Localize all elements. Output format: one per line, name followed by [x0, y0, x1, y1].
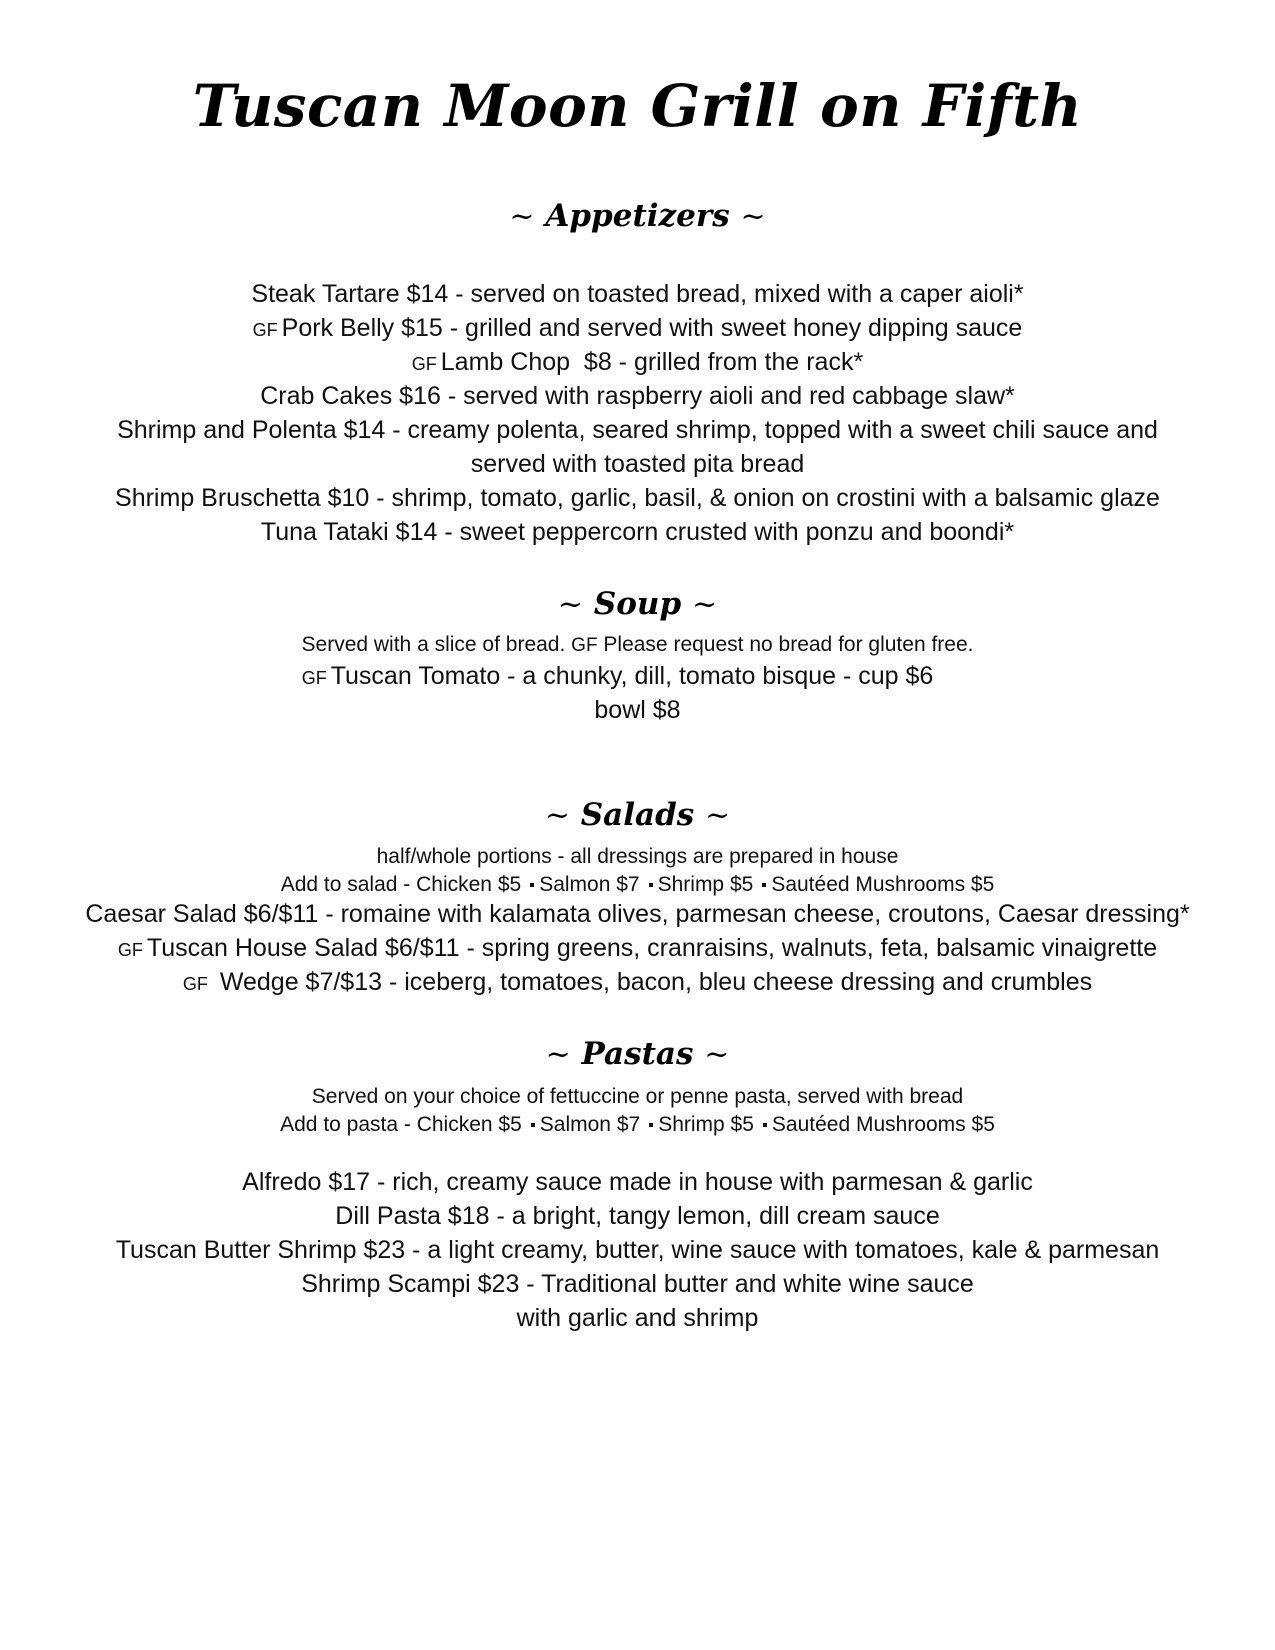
- restaurant-title: Tuscan Moon Grill on Fifth: [192, 72, 1083, 140]
- tilde-right: ~: [704, 1037, 730, 1072]
- gluten-free-tag: GF: [411, 354, 437, 374]
- menu-item: Crab Cakes $16 - served with raspberry aioli and red cabbage slaw*: [260, 382, 1015, 410]
- menu-item: Dill Pasta $18 - a bright, tangy lemon, dill cream sauce: [335, 1202, 940, 1230]
- menu-item: [0, 930, 1275, 968]
- addon: Sautéed Mushrooms $5: [771, 873, 995, 896]
- bullet-icon: [531, 1123, 535, 1127]
- menu-item-text: Tuscan Tomato - a chunky, dill, tomato bisque - cup $6: [330, 662, 934, 690]
- gluten-free-tag: GF: [182, 974, 208, 994]
- menu-item: Steak Tartare $14 - served on toasted bread, mixed with a caper aioli*: [251, 280, 1024, 308]
- menu-item: [0, 310, 1275, 348]
- menu-item: Alfredo $17 - rich, creamy sauce made in house with parmesan & garlic: [242, 1168, 1033, 1196]
- addon: Sautéed Mushrooms $5: [771, 1113, 995, 1136]
- menu-item-text: Wedge $7/$13 - iceberg, tomatoes, bacon, bleu cheese dressing and crumbles: [219, 968, 1093, 996]
- addon: Shrimp $5: [658, 1113, 754, 1136]
- tilde-left: ~: [544, 798, 570, 833]
- menu-item-continued: served with toasted pita bread: [470, 450, 805, 478]
- menu-item: [0, 964, 1275, 1002]
- salads-title: Salads: [580, 797, 695, 833]
- bullet-icon: [762, 883, 766, 887]
- soup-heading: [0, 586, 1275, 622]
- salads-heading: [0, 797, 1275, 833]
- pastas-addons: [0, 1110, 1275, 1139]
- addon: Salmon $7: [539, 873, 640, 896]
- pastas-heading: [0, 1036, 1275, 1072]
- gluten-free-tag: GF: [252, 320, 278, 340]
- soup-note-b: Please request no bread for gluten free.: [603, 633, 974, 656]
- menu-item: [0, 344, 1275, 382]
- gluten-free-tag: GF: [301, 668, 327, 688]
- menu-item-continued: bowl $8: [594, 696, 681, 724]
- menu-item: Shrimp and Polenta $14 - creamy polenta, seared shrimp, topped with a sweet chili sauce and: [117, 416, 1158, 444]
- tilde-right: ~: [705, 798, 731, 833]
- menu-item-text: Pork Belly $15 - grilled and served with sweet honey dipping sauce: [281, 314, 1023, 342]
- gluten-free-tag: GF: [117, 940, 143, 960]
- tilde-left: ~: [545, 1037, 571, 1072]
- menu-item: Shrimp Bruschetta $10 - shrimp, tomato, garlic, basil, & onion on crostini with a balsamic glaze: [115, 484, 1160, 512]
- addon: Salmon $7: [539, 1113, 641, 1136]
- pastas-title: Pastas: [581, 1036, 694, 1072]
- menu-item: Shrimp Scampi $23 - Traditional butter and white wine sauce: [301, 1270, 974, 1298]
- addon: Shrimp $5: [657, 873, 754, 896]
- tilde-right: ~: [740, 199, 766, 234]
- menu-item: Tuscan Butter Shrimp $23 - a light creamy, butter, wine sauce with tomatoes, kale & parmesan: [115, 1236, 1160, 1264]
- salads-note: half/whole portions - all dressings are prepared in house: [376, 845, 899, 868]
- gluten-free-tag: GF: [571, 635, 598, 656]
- appetizers-heading: [0, 198, 1275, 234]
- tilde-right: ~: [691, 587, 718, 622]
- bullet-icon: [649, 1123, 653, 1127]
- tilde-left: ~: [509, 199, 535, 234]
- bullet-icon: [763, 1123, 767, 1127]
- menu-item: Tuna Tataki $14 - sweet peppercorn crusted with ponzu and boondi*: [260, 518, 1015, 546]
- menu-item: [0, 658, 1255, 696]
- addon-label: Add to pasta - Chicken $5: [280, 1113, 522, 1136]
- appetizers-title: Appetizers: [545, 198, 730, 234]
- bullet-icon: [530, 883, 534, 887]
- menu-item-text: Lamb Chop $8 - grilled from the rack*: [440, 348, 864, 376]
- addon-label: Add to salad - Chicken $5: [280, 873, 522, 896]
- tilde-left: ~: [557, 587, 584, 622]
- soup-title: Soup: [593, 586, 682, 622]
- soup-note: [0, 630, 1275, 660]
- bullet-icon: [649, 883, 653, 887]
- menu-item-text: Tuscan House Salad $6/$11 - spring greens, cranraisins, walnuts, feta, balsamic vinaigrette: [146, 934, 1158, 962]
- salads-addons: [0, 870, 1275, 899]
- menu-item-continued: with garlic and shrimp: [516, 1304, 759, 1332]
- menu-item: Caesar Salad $6/$11 - romaine with kalamata olives, parmesan cheese, croutons, Caesar dressing*: [85, 900, 1190, 928]
- soup-note-a: Served with a slice of bread.: [301, 633, 566, 656]
- pastas-note: Served on your choice of fettuccine or penne pasta, served with bread: [311, 1085, 964, 1108]
